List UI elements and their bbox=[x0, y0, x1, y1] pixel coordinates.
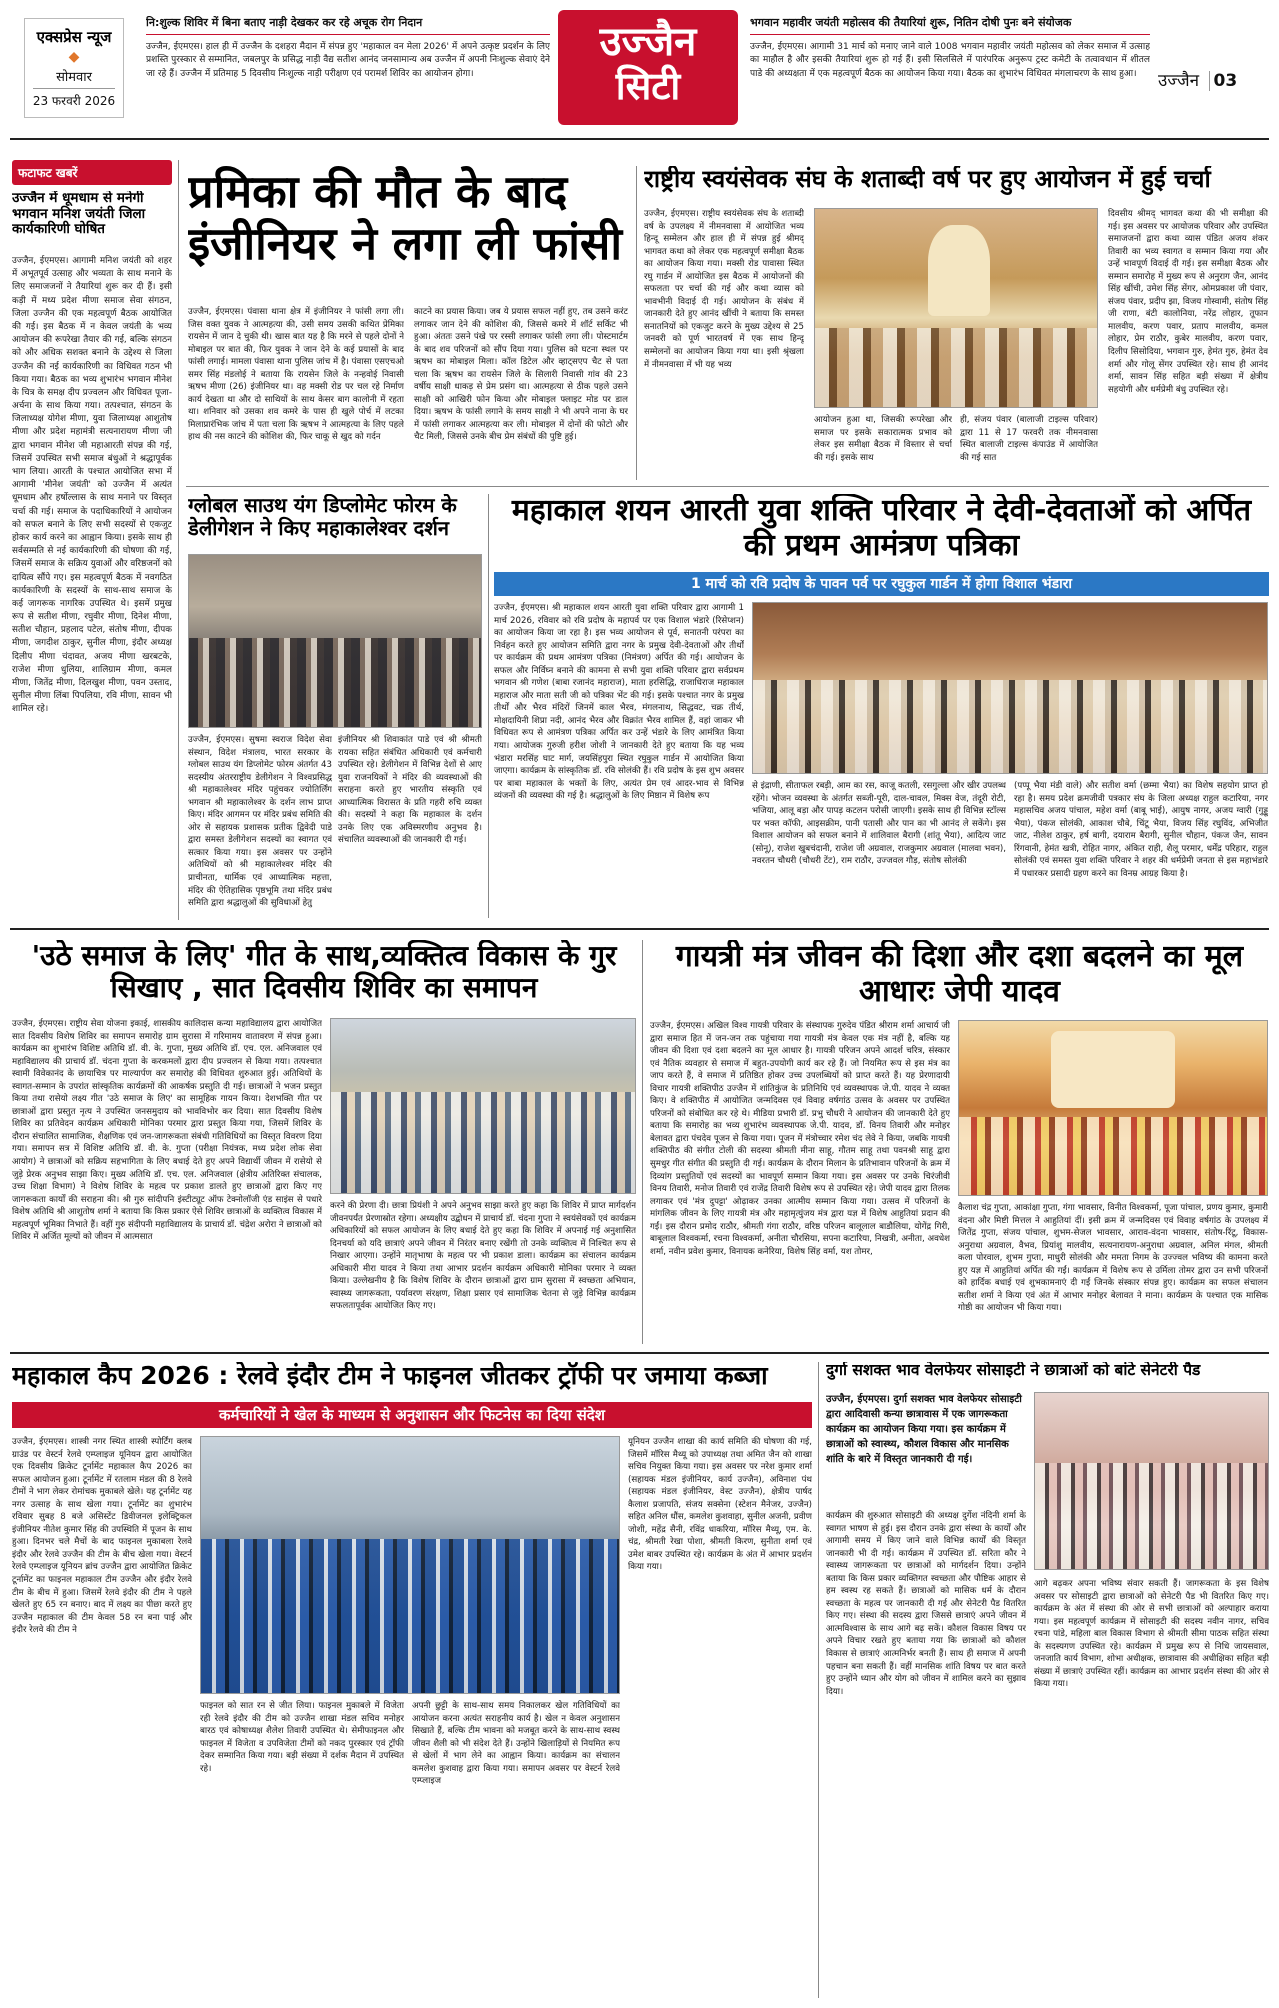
fatafat-body: उज्जैन, ईएमएस। आगामी मनिश जयंती को शहर में अभूतपूर्व उत्साह और भव्यता के साथ मनाने के लिए समाजजनों ने तैयारियां शुरू कर दी हैं। इसी कड़ी में मध्य प्रदेश मीणा समाज सेवा संगठन, जिला उज्जैन की एक महत्वपूर्ण बैठक आयोजित की गई। इस बैठक में न केवल जयंती के भव्य आयोजन की रूपरेखा तैयार की गई, बल्कि संगठन को और अधिक सशक्त बनाने के उद्देश्य से जिला उज्जैन की नई कार्यकारिणी का विधिवत गठन भी किया गया। बैठक का भव्य शुभारंभ भगवान मीनेश के चित्र के समक्ष दीप प्रज्वलन और विधिवत पूजा-अर्चना के साथ किया गया। तत्पश्चात, संगठन के जिलाध्यक्ष योगेश मीणा, युवा जिलाध्यक्ष आशुतोष मीणा और प्रदेश महामंत्री सत्यनारायण मीणा जी द्वारा भगवान मीनेश जी महाआरती संपन्न की गई, जिसमें उपस्थित सभी समाज बंधुओं ने श्रद्धापूर्वक भाग लिया। आरती के पश्चात आयोजित सभा में आगामी 'मीनेश जयंती' को उज्जैन में अत्यंत धूमधाम और हर्षोल्लास के साथ मनाने पर विस्तृत चर्चा की गई। समाज के पदाधिकारियों ने आयोजन को सफल बनाने के लिए सभी सदस्यों से एकजुट होकर कार्य करने का आह्वान किया। इसके साथ ही सर्वसम्मति से नई कार्यकारिणी की घोषणा की गई, जिसमें समाज के सक्रिय युवाओं और वरिष्ठजनों को दायित्व सौंपे गए। इस महत्वपूर्ण बैठक में नवगठित कार्यकारिणी के सदस्यों के साथ-साथ समाज के कई जागरूक नागरिक उपस्थित थे। इसमें प्रमुख रूप से सतीश मीणा, रघुवीर मीणा, दिनेश मीणा, सतीश चौहान, प्रहलाद पटेल, संतोष मीणा, दीपक मीणा, जगदीश ठाकुर, सुनील मीणा, इंदौर अध्यक्ष दिलीप मीणा चंदावत, अजय मीणा खरबटके, राजेश मीणा धुलिया, शालिग्राम मीणा, कमल मीणा, जितेंद्र मीणा, दिलखुश मीणा, पवन उस्ताद, सुनील मीणा लिंबा पिपलिया, रवि मीणा, सावन भी शामिल रहे। bbox=[12, 256, 172, 715]
story-1 bbox=[188, 166, 628, 480]
fatafat-headline: उज्जैन में धूमधाम से मनेगी भगवान मनिश जयंती जिला कार्यकारिणी घोषित bbox=[12, 191, 146, 238]
fatafat-label: फटाफट खबरें bbox=[12, 160, 172, 185]
story-8-lead: उज्जैन, ईएमएस। दुर्गा सशक्त भाव वेलफेयर सोसाइटी द्वारा आदिवासी कन्या छात्रावास में एक जागरूकता कार्यक्रम का आयोजन किया गया। इस कार्यक्रम में छात्राओं को स्वास्थ्य, कौशल विकास और मानसिक शांति के बारे में विस्तृत जानकारी दी गई। bbox=[826, 1394, 1022, 1465]
section-subtitle: सिटी bbox=[615, 64, 681, 108]
paper-logo bbox=[24, 18, 124, 118]
story-2-headline: राष्ट्रीय स्वयंसेवक संघ के शताब्दी वर्ष पर हुए आयोजन में हुई चर्चा bbox=[644, 166, 1211, 193]
story-5 bbox=[12, 940, 636, 1344]
left-teaser bbox=[146, 16, 550, 124]
story-7-col-2: फाइनल को सात रन से जीत लिया। फाइनल मुकाबले में विजेता रही रेलवे इंदौर की टीम को उज्जैन शाखा मंडल सचिव मनोहर बारठ एवं कोषाध्यक्ष शैलेश तिवारी उपस्थित थे। सेमीफाइनल और फाइनल में विजेता व उपविजेता टीमों को नकद पुरस्कार एवं ट्रॉफी देकर सम्मानित किया गया। बड़ी संख्या में दर्शक मैदान में उपस्थित रहे। bbox=[200, 1701, 404, 1774]
story-7-col-3: अपनी छुट्टी के साथ-साथ समय निकालकर खेल गतिविधियों का आयोजन करना अत्यंत सराहनीय कार्य है। खेल न केवल अनुशासन सिखाते हैं, बल्कि टीम भावना को मजबूत करने के साथ-साथ स्वस्थ जीवन शैली को भी संदेश देते हैं। उन्होंने खिलाड़ियों से नियमित रूप से खेलों में भाग लेने का आह्वान किया। कार्यक्रम का संचालन कमलेश कुशवाह द्वारा किया गया। समापन अवसर पर वेस्टर्न रेलवे एम्प्लाइज bbox=[412, 1701, 620, 1787]
story-5-headline: 'उठे समाज के लिए' गीत के साथ,व्यक्तित्व विकास के गुर सिखाए , सात दिवसीय शिविर का समापन bbox=[31, 940, 617, 1005]
story-7-banner: कर्मचारियों ने खेल के माध्यम से अनुशासन और फिटनेस का दिया संदेश bbox=[12, 1402, 812, 1428]
masthead bbox=[0, 0, 1279, 140]
left-teaser-title: नि:शुल्क शिविर में बिना बताए नाड़ी देखकर कर रहे अचूक रोग निदान bbox=[146, 16, 550, 35]
bhandara-invitation-photo bbox=[752, 602, 1268, 774]
story-2-col-3: ही, संजय पंवार (बालाजी टाइल्स परिवार) द्वारा 11 से 17 फरवरी तक नीमनवासा स्थित बालाजी टाइल्स कंपाउंड में आयोजित की गई सात bbox=[960, 415, 1098, 463]
story-2-col-1: उज्जैन, ईएमएस। राष्ट्रीय स्वयंसेवक संघ के शताब्दी वर्ष के उपलक्ष्य में नीमनवासा में आयोजित भव्य हिन्दू सम्मेलन और हाल ही में संपन्न हुई श्रीमद् भागवत कथा को लेकर एक महत्वपूर्ण समीक्षा बैठक का आयोजन किया गया। मक्सी रोड पावासा स्थित रघु गार्डन में आयोजित इस बैठक में आयोजनों की सफलता पर चर्चा की गई और कथा व्यास को भावभीनी विदाई दी गई। आयोजन के संबंध में जानकारी देते हुए आनंद खींची ने बताया कि समस्त सनातनियों को एकजुट करने के मुख्य उद्देश्य से 25 जनवरी को पूर्ण भारतवर्ष में एक साथ हिन्दू सम्मेलनों का आयोजन किया गया था। इसी श्रृंखला में नीमनवासा में भी यह भव्य bbox=[644, 209, 804, 370]
page-city: उज्जैन bbox=[1158, 71, 1200, 91]
story-8-headline: दुर्गा सशक्त भाव वेलफेयर सोसाइटी ने छात्राओं को बांटे सेनेटरी पैड bbox=[826, 1362, 1201, 1379]
story-8 bbox=[826, 1362, 1269, 1998]
date-label: 23 फरवरी 2026 bbox=[32, 94, 116, 108]
story-1-headline: प्रमिका की मौत के बाद इंजीनियर ने लगा ली फांसी bbox=[188, 166, 623, 270]
fatafat-column bbox=[12, 160, 172, 920]
diplomat-visit-photo bbox=[188, 554, 482, 728]
page-number: 03 bbox=[1213, 71, 1238, 91]
story-7 bbox=[12, 1362, 812, 1998]
section-box bbox=[558, 10, 738, 125]
story-7-headline: महाकाल कैप 2026 : रेलवे इंदौर टीम ने फाइनल जीतकर ट्रॉफी पर जमाया कब्जा bbox=[12, 1362, 768, 1390]
story-2 bbox=[644, 166, 1269, 476]
story-1-col-2: काटने का प्रयास किया। जब ये प्रयास सफल नहीं हुए, तब उसने करंट लगाकर जान देने की कोशिश की, जिससे कमरे में शॉर्ट सर्किट भी हुआ। अंततः उसने पंखे पर रस्सी लगाकर फांसी लगा ली। पोस्टमार्टम के बाद शव परिजनों को सौंप दिया गया। पुलिस को घटना स्थल पर ऋषभ का मोबाइल मिला। कॉल डिटेल और व्हाट्सएप चैट से पता चला कि ऋषभ का रायसेन जिले के सिलारी निवासी गांव की 23 वर्षीय साक्षी धाकड़ से प्रेम प्रसंग था। आत्महत्या से ठीक पहले उसने साक्षी को आखिरी फोन किया और मोबाइल फ्लाइट मोड पर डाल दिया। ऋषभ के फांसी लगाने के समय साक्षी ने भी अपने नाना के घर में फांसी लगाकर आत्महत्या कर ली। मोबाइल में दोनों की फोटो और चैट मिली, जिससे उनके बीच प्रेम संबंधों की पुष्टि हुई। bbox=[414, 307, 628, 443]
day-label: सोमवार bbox=[56, 70, 92, 85]
story-2-col-2: आयोजन हुआ था, जिसकी रूपरेखा और समाज पर इसके सकारात्मक प्रभाव को लेकर इस समीक्षा बैठक में विस्तार से चर्चा की गई। इसके साथ bbox=[814, 415, 952, 463]
logo-mark-icon: ◆ bbox=[68, 49, 80, 65]
story-4-col-2: से इंद्राणी, सीताफल रबड़ी, आम का रस, काजू कतली, रसगुल्ला और खीर उपलब्ध रहेंगे। भोजन व्यवस्था के अंतर्गत सब्जी-पूरी, दाल-चावल, मिक्स वेज, तंदूरी रोटी, भजिया, आलू बड़ा और पापड़ कटलन परोसी जाएगी। इसके साथ ही विभिन्न स्टॉल्स पर भक्त कॉफी, आइसक्रीम, पानी पतासी और पान का भी आनंद ले सकेंगे। इस विशाल आयोजन को सफल बनाने में शालिवाल बैरागी (शांतू भैया), आदित्य जाट (सोनू), राजेश खुबचंदानी, राजेश जी अग्रवाल, राजकुमार अग्रवाल (मालवा भवन), नवरतन चौधरी (चौधरी टेंट), राम राठौर, उज्जवल गौड़, संतोष सोलंकी bbox=[752, 781, 1006, 867]
story-4-col-3: (पप्पू भैया मंडी वाले) और सतीश वर्मा (छम्मा भैया) का विशेष सहयोग प्राप्त हो रहा है। समय प्रदेश क्रमजीवी पत्रकार संघ के जिला अध्यक्ष राहुल कटारिया, नगर महासचिव अजय पांचाल, महेश वर्मा (बाबू भाई), आयुष नागर, अजय ग्वारी (गुड्डू भैया), पंकज सोलंकी, आकाश चौबे, चिंटू भैया, विजय सिंह रघुविंद, अभिजीत जाट, नीलेश ठाकुर, हर्ष बागी, दयाराम बैरागी, सुनील चौहान, पंकज जैन, सावन रिंगवानी, हेमंत खत्री, रोहित नागर, अंकित राही, शैलू परमार, धर्मेंद्र परिहार, राहुल सोलंकी एवं समस्त युवा शक्ति परिवार ने शहर की धर्मप्रेमी जनता से इस महाभंडारे में पधारकर प्रसादी ग्रहण करने का विनम्र आग्रह किया है। bbox=[1014, 781, 1268, 879]
right-teaser bbox=[750, 16, 1150, 124]
story-8-col-2: आगे बढ़कर अपना भविष्य संवार सकती हैं। जागरूकता के इस विशेष अवसर पर सोसाइटी द्वारा छात्राओं को सेनेटरी पैड भी वितरित किए गए। कार्यक्रम के अंत में संस्था की ओर से सभी छात्राओं को अल्पाहार कराया गया। इस महत्वपूर्ण कार्यक्रम में सोसाइटी की सदस्य नवीन नागर, सचिव रचना पांडे, महिला बाल विकास विभाग से श्रीमती सीमा पाठक सहित संस्था के सदस्यगण उपस्थित रहे। कार्यक्रम में प्रमुख रूप से निधि जायसवाल, जनजाति कार्य विभाग, शोभा अधीक्षक, छात्रावास की अधीक्षिका सहित बड़ी संख्या में छात्राएं उपस्थित रहीं। कार्यक्रम का आभार प्रदर्शन संस्था की ओर से किया गया। bbox=[1034, 1579, 1269, 1690]
story-7-col-4: यूनियन उज्जैन शाखा की कार्य समिति की घोषणा की गई, जिसमें मॉरिस मैथ्यू को उपाध्यक्ष तथा अमित जैन को शाखा सचिव नियुक्त किया गया। इस अवसर पर नरेश कुमार शर्मा (सहायक मंडल इंजीनियर, कार्य उज्जैन), अविनाश पंथ (सहायक मंडल इंजीनियर, वेस्ट उज्जैन), क्षेत्रीय पार्षद कैलाश प्रजापति, संजय सक्सेना (स्टेशन मैनेजर, उज्जैन) सहित अनिल धौंस, कमलेश कुशवाहा, सुनील अजनी, प्रवीण जोशी, महेंद्र सैनी, रविंद्र धाकरिया, मॉरिस मैथ्यू, एम. के. चंद्र, श्रीमती रेखा पोशा, श्रीमती किरण, सुनीता शर्मा एवं उमेश बाबर उपस्थित रहे। कार्यक्रम के अंत में आभार प्रदर्शन किया गया। bbox=[628, 1437, 812, 1573]
cricket-team-photo bbox=[200, 1436, 620, 1694]
rss-meeting-photo bbox=[814, 208, 1098, 408]
story-4-headline: महाकाल शयन आरती युवा शक्ति परिवार ने देवी-देवताओं को अर्पित की प्रथम आमंत्रण पत्रिका bbox=[511, 494, 1252, 563]
section-title: उज्जैन bbox=[599, 19, 697, 65]
paper-name: एक्सप्रेस न्यूज bbox=[36, 28, 112, 46]
story-5-col-2: करने की प्रेरणा दी। छात्रा प्रियंशी ने अपने अनुभव साझा करते हुए कहा कि शिविर में प्राप्त मार्गदर्शन जीवनपर्यंत प्रेरणास्रोत रहेगा। अध्यक्षीय उद्बोधन में प्राचार्य डॉ. चंदना गुप्ता ने स्वयंसेवकों एवं कार्यक्रम अधिकारियों को सफल आयोजन के लिए बधाई देते हुए कहा कि शिविर में अपनाई गई अनुशासित दिनचर्या को यदि छात्राएं अपने जीवन में निरंतर बनाए रखेंगी तो उनके व्यक्तित्व में निश्चित रूप से निखार आएगा। उन्होंने मातृभाषा के महत्व पर भी प्रकाश डाला। कार्यक्रम का संचालन कार्यक्रम अधिकारी मीरा यादव ने किया तथा आभार प्रदर्शन कार्यक्रम अधिकारी मोनिका परमार ने व्यक्त किया। उल्लेखनीय है कि विशेष शिविर के दौरान छात्राओं द्वारा ग्राम सुरासा में स्वच्छता अभियान, स्वास्थ्य जागरूकता, पर्यावरण संरक्षण, शिक्षा प्रसार एवं सामाजिक चेतना से जुड़े विभिन्न कार्यक्रम सफलतापूर्वक आयोजित किए गए। bbox=[330, 1201, 636, 1312]
story-4-col-1: उज्जैन, ईएमएस। श्री महाकाल शयन आरती युवा शक्ति परिवार द्वारा आगामी 1 मार्च 2026, रविवार को रवि प्रदोष के महापर्व पर एक विशाल भंडारे (रिसेप्शन) का आयोजन किया जा रहा है। इस भव्य आयोजन से पूर्व, सनातनी परंपरा का निर्वहन करते हुए आयोजन समिति द्वारा नगर के प्रमुख देवी-देवताओं और तीर्थों पर कार्यक्रम की प्रथम आमंत्रण पत्रिका (निमंत्रण) अर्पित की गई। आयोजन के सफल और निर्विघ्न बनाने की कामना से सभी युवा शक्ति परिवार द्वारा सर्वप्रथम भगवान श्री गणेश (बाबा रजानंद महाराज), माता हरसिद्धि, राजाधिराज महाकाल महाराज और माता सती जी को पत्रिका भेंट की गई। इसके पश्चात नगर के प्रमुख तीर्थों और भैरव मंदिरों जिनमें काल भैरव, मंगलनाथ, सिद्धवट, चक्र तीर्थ, मोक्षदायिनी शिप्रा नदी, आनंद भैरव और विक्रांत भैरव शामिल हैं, वहां जाकर भी विधिवत रूप से आमंत्रण पत्रिका अर्पित कर उन्हें भंडारे के लिए आमंत्रित किया गया। आयोजक गुरुजी हरीश जोशी ने जानकारी देते हुए बताया कि यह भव्य भंडारा मरसिंह घाट मार्ग, जयसिंहपुरा स्थित रघुकुल गार्डन में आयोजित किया जाएगा। कार्यक्रम के सांस्कृतिक डॉ. रवि सोलंकी हैं। रवि प्रदोष के इस शुभ अवसर पर बाबा महाकाल के भक्तों के लिए, अत्यंत प्रेम एवं आदर-भाव से विभिन्न व्यंजनों की व्यवस्था की गई है। श्रद्धालुओं के लिए मिष्ठान में विशेष रूप bbox=[494, 603, 744, 802]
story-5-col-1: उज्जैन, ईएमएस। राष्ट्रीय सेवा योजना इकाई, शासकीय कालिदास कन्या महाविद्यालय द्वारा आयोजित सात दिवसीय विशेष शिविर का समापन समारोह ग्राम सुरासा में गरिमामय वातावरण में संपन्न हुआ। कार्यक्रम का शुभारंभ विशिष्ट अतिथि डॉ. वी. के. गुप्ता, मुख्य अतिथि डॉ. एच. एल. अनिजवाल एवं महाविद्यालय की प्राचार्य डॉ. चंदना गुप्ता के करकमलों द्वारा दीप प्रज्वलन से किया गया। तत्पश्चात स्वामी विवेकानंद के छायाचित्र पर माल्यार्पण कर समारोह की विधिवत शुरुआत हुई। अतिथियों के स्वागत-सम्मान के उपरांत सांस्कृतिक कार्यक्रमों की आकर्षक प्रस्तुति दी गई। छात्राओं ने भजन प्रस्तुत किया तथा रासेयो लक्ष्य गीत 'उठे समाज के लिए' का सामूहिक गायन किया। देशभक्ति गीत पर छात्राओं द्वारा प्रस्तुत नृत्य ने उपस्थित जनसमुदाय को भावविभोर कर दिया। सात दिवसीय विशेष शिविर का प्रतिवेदन कार्यक्रम अधिकारी मोनिका परमार द्वारा प्रस्तुत किया गया, जिसमें शिविर के दौरान संचालित सामाजिक, शैक्षणिक एवं जन-जागरूकता संबंधी गतिविधियों का विस्तृत विवरण दिया गया। समापन सत्र में विशिष्ट अतिथि डॉ. वी. के. गुप्ता (परीक्षा नियंत्रक, मध्य प्रदेश लोक सेवा आयोग) ने छात्राओं को सक्रिय सहभागिता के लिए बधाई देते हुए अपने विद्यार्थी जीवन में रासेयो से जुड़े प्रेरक अनुभव साझा किए। मुख्य अतिथि डॉ. एच. एल. अनिजवाल (क्षेत्रीय अतिरिक्त संचालक, उच्च शिक्षा विभाग) ने विशेष शिविर के महत्व पर प्रकाश डालते हुए छात्राओं द्वारा किए गए जागरूकता कार्यों की सराहना की। श्री गुरु सांदीपनि इंस्टीट्यूट ऑफ टेक्नोलॉजी एंड साइंस से पधारे विशेष अतिथि श्री आशुतोष शर्मा ने बताया कि किस प्रकार ऐसे शिविर छात्राओं के व्यक्तित्व विकास में महत्वपूर्ण भूमिका निभाते हैं। वहीं गुरु संदीपनी महाविद्यालय के प्राचार्य डॉ. चंद्रेश अरोरा ने छात्राओं को शिविर में अर्जित मूल्यों को जीवन में आत्मसात bbox=[12, 1019, 322, 1243]
story-4-banner: 1 मार्च को रवि प्रदोष के पावन पर्व पर रघुकुल गार्डन में होगा विशाल भंडारा bbox=[494, 572, 1269, 596]
left-teaser-body: उज्जैन, ईएमएस। हाल ही में उज्जैन के दशहरा मैदान में संपन्न हुए 'महाकाल वन मेला 2026' में अपने उत्कृष्ट प्रदर्शन के लिए प्रशस्ति पुरस्कार से सम्मानित, जबलपुर के प्रसिद्ध नाड़ी वैद्य सतीश आनंद जनसामान्य अब उज्जैन में अपनी निःशुल्क सेवाएं देने जा रहे हैं। उज्जैन में प्रतिमाह 5 दिवसीय निःशुल्क नाड़ी परीक्षण एवं परामर्श शिविर का आयोजन होगा। bbox=[146, 42, 550, 79]
story-1-col-1: उज्जैन, ईएमएस। पंवासा थाना क्षेत्र में इंजीनियर ने फांसी लगा ली। जिस वक्त युवक ने आत्महत्या की, उसी समय उसकी कथित प्रेमिका रायसेन में जान दे चुकी थी। खास बात यह है कि मरने से पहले दोनों ने मोबाइल पर बात की, फिर युवक ने जान देने के कई प्रयासों के बाद फांसी लगाई। मामला पंवासा थाना पुलिस जांच में है। पंवासा एसएचओ समर सिंह मंडलोई ने बताया कि रायसेन जिले के नन्हवोई निवासी ऋषभ मीणा (26) इंजीनियर था। वह मक्सी रोड पर चल रहे निर्माण कार्य देखता था और दो साथियों के साथ केसर बाग कालोनी में रहता था। शनिवार को उसका शव कमरे के पास ही खुले पोर्च में लटका मिलाप्रारंभिक जांच में पता चला कि ऋषभ ने आत्महत्या के लिए पहले हाथ की नस काटने की कोशिश की, फिर चाकू से खुद को गर्दन bbox=[188, 307, 404, 443]
story-6-col-1: उज्जैन, ईएमएस। अखिल विश्व गायत्री परिवार के संस्थापक गुरुदेव पंडित श्रीराम शर्मा आचार्य जी द्वारा समाज हित में जन-जन तक पहुंचाया गया गायत्री मंत्र केवल एक मंत्र नहीं है, बल्कि यह जीवन की दिशा एवं दशा बदलने का मूल आधार है। गायत्री परिजन अपने आदर्श चरित्र, संस्कार एवं नैतिक व्यवहार से समाज में बहुत-उपयोगी कार्य कर रहे हैं। जो नियमित रूप से इस मंत्र का जाप करते हैं, वे समाज में प्रतिष्ठित होकर उच्च उपलब्धियों को प्राप्त करते हैं। यह प्रेरणादायी विचार गायत्री शक्तिपीठ उज्जैन में शांतिकुंज के प्रतिनिधि एवं व्यवस्थापक जे.पी. यादव ने व्यक्त किए। वे शक्तिपीठ में आयोजित जन्मदिवस एवं विवाह वर्षगांठ उत्सव के अवसर पर उपस्थित परिजनों को संबोधित कर रहे थे। मीडिया प्रभारी डॉ. प्रभु चौधरी ने आयोजन की जानकारी देते हुए बताया कि समारोह का भव्य शुभारंभ व्यवस्थापक जे.पी. यादव, डॉ. विनय तिवारी और मनोहर बेलावत द्वारा पंचदेव पूजन से किया गया। पूजन में मंत्रोच्चार रमेश चंद लेवे ने किया, जबकि गायत्री शक्तिपीठ की संगीत टोली की सदस्या श्रीमती मीना साहू, गौतम साहू तथा पवनश्री साहू द्वारा सुमधुर गीत संगीत की प्रस्तुति दी गई। कार्यक्रम के दौरान मिलान के प्रतिभावान परिजनों के क्रम में दिव्यांग प्रस्तुतियों एवं सदस्यों का भावपूर्ण सम्मान किया गया। इस अवसर पर उनके चिरंजीवी विनय तिवारी, मनोज तिवारी एवं राजेंद्र तिवारी विशेष रूप से उपस्थित रहे। जेपी यादव द्वारा तिलक लगाकर एवं 'मंत्र दुपट्टा' ओढ़ाकर उनका आत्मीय सम्मान किया गया। उत्सव में परिजनों के मांगलिक जीवन के लिए गायत्री मंत्र और महामृत्युंजय मंत्र द्वारा यज्ञ में विशेष आहुतियां प्रदान की गईं। इस दौरान प्रमोद राठौर, श्रीमती गंगा राठौर, वरिष्ठ परिजन बालूलाल बाडौलिया, योगेंद्र गिरी, बाबूलाल विश्वकर्मा, रचना विश्वकर्मा, अनीता चौरसिया, सपना कटारिया, निखत्री, अनीता, अवधेश शर्मा, नवीन प्रवेश कुमार, विनायक कनेरिया, विशेष सिंह वर्मा, यश तोमर, bbox=[650, 1021, 950, 1257]
story-7-col-1: उज्जैन, ईएमएस। शास्त्री नगर स्थित शास्त्री स्पोर्टिंग क्लब ग्राउंड पर वेस्टर्न रेलवे एम्प्लाइज यूनियन द्वारा आयोजित एक दिवसीय क्रिकेट टूर्नामेंट महाकाल कैप 2026 का सफल आयोजन हुआ। टूर्नामेंट में रतलाम मंडल की 8 रेलवे टीमों ने भाग लेकर रोमांचक मुकाबले खेले। यह टूर्नामेंट यह नगर उत्साह के साथ खेला गया। टूर्नामेंट का शुभारंभ रविवार सुबह 8 बजे असिस्टेंट डिवीजनल इलेक्ट्रिकल इंजीनियर नीतेश कुमार सिंह की उपस्थिति में पूजन के साथ हुआ। दिनभर चले मैचों के बाद फाइनल मुकाबला रेलवे इंदौर और रेलवे उज्जैन की टीम के बीच खेला गया। वेस्टर्न रेलवे एम्प्लाइज यूनियन ब्रांच उज्जैन द्वारा आयोजित क्रिकेट टूर्नामेंट का फाइनल महाकाल टीम उज्जैन और इंदौर रेलवे टीम के बीच में हुआ। जिसमें रेलवे इंदौर की टीम ने पहले खेलते हुए 65 रन बनाए। बाद में लक्ष्य का पीछा करते हुए उज्जैन महाकाल की टीम केवल 58 रन बना पाई और इंदौर रेलवे की टीम ने bbox=[12, 1437, 192, 1636]
story-6-headline: गायत्री मंत्र जीवन की दिशा और दशा बदलने का मूल आधारः जेपी यादव bbox=[675, 940, 1244, 1009]
right-teaser-body: उज्जैन, ईएमएस। आगामी 31 मार्च को मनाए जाने वाले 1008 भगवान महावीर जयंती महोत्सव को लेकर समाज में उत्साह का माहौल है और इसकी तैयारियां शुरू हो गई हैं। इसी सिलसिले में पारंपरिक अनुरूप ट्रस्ट कमेटी के तत्वावधान में शीतल पाडे की अध्यक्षता में एक महत्वपूर्ण बैठक का आयोजन किया गया। बैठक का शुभारंभ विधिवत मंगलाचरण के साथ हुआ। bbox=[750, 42, 1150, 79]
story-6-col-2: कैलाश चंद्र गुप्ता, आकांक्षा गुप्ता, गंगा भावसार, विनीत विश्वकर्मा, पूजा पांचाल, प्रणय कुमार, कुमारी वंदना और मिष्टी मित्तल ने आहुतियां दीं। इसी क्रम में जन्मदिवस एवं विवाह वर्षगांठ के उपलक्ष्य में जितेंद्र गुप्ता, संजय पांचाल, शुभम-सेजल भावसार, आराव-वंदना भावसार, संतोष-रिंटू, विकास-अनुराधा अग्रवाल, वैभव, प्रियांशु मालवीय, सत्यनारायण-अनुराधा अग्रवाल, अनिल मंगल, श्रीमती कला पोरवाल, शुभम गुप्ता, माधुरी सोलंकी और ममता निगम के उज्ज्वल भविष्य की कामना करते हुए यज्ञ में आहुतियां अर्पित की गईं। कार्यक्रम में विशेष रूप से उर्मिला तोमर द्वारा उन सभी परिजनों को हार्दिक बधाई एवं शुभकामनाएं दी गईं जिनके संस्कार संपन्न हुए। कार्यक्रम का सफल संचालन सतीश शर्मा ने किया एवं अंत में आभार मनोहर बेलावत ने माना। कार्यक्रम के पश्चात एक मासिक गोष्ठी का आयोजन भी किया गया। bbox=[958, 1203, 1268, 1314]
page-label bbox=[1158, 68, 1268, 98]
story-2-col-4: दिवसीय श्रीमद् भागवत कथा की भी समीक्षा की गई। इस अवसर पर आयोजक परिवार और उपस्थित समाजजनों द्वारा कथा व्यास पंडित अजय शंकर तिवारी का भव्य स्वागत व सम्मान किया गया और उन्हें भावपूर्ण विदाई दी गई। इस समीक्षा बैठक और सम्मान समारोह में मुख्य रूप से अनुराग जैन, आनंद सिंह खींची, उमेश सिंह सेंगर, ओमप्रकाश जी पंवार, संजय पंवार, प्रदीप झा, विजय गोस्वामी, संतोष सिंह जी राणा, बंटी कालोनिया, नरेंद्र लोहार, तूफान मालवीय, करण पवार, प्रताप मालवीय, कमल लोहार, प्रेम राठौर, कुबेर मालवीय, करण पवार, दिलीप सिसोदिया, भगवान गुरु, हेमंत गुरु, हेमंत देव शर्मा और गोलू सेंगर उपस्थित रहे। साथ ही आनंद शर्मा, सावन सिंह सहित बड़ी संख्या में क्षेत्रीय सहयोगी और धर्मप्रेमी बंधु उपस्थित रहे। bbox=[1108, 209, 1268, 395]
story-8-col-1: कार्यक्रम की शुरुआत सोसाइटी की अध्यक्ष दुर्गेश नंदिनी शर्मा के स्वागत भाषण से हुई। इस दौरान उनके द्वारा संस्था के कार्यों और आगामी समय में किए जाने वाले विभिन्न कार्यों की विस्तृत जानकारी भी दी गई। कार्यक्रम में उपस्थित डॉ. सरिता कौर ने स्वास्थ्य जागरूकता पर छात्राओं को मार्गदर्शन दिया। उन्होंने बताया कि किस प्रकार व्यक्तिगत स्वच्छता और पौष्टिक आहार से हम स्वस्थ रह सकते हैं। छात्राओं को मासिक धर्म के दौरान स्वच्छता के महत्व पर जानकारी दी गई और सेनेटरी पैड वितरित किए गए। संस्था की सदस्य द्वारा जिससे छात्राएं अपने जीवन में आत्मविश्वास के साथ आगे बढ़ सकें। कौशल विकास विषय पर अपने विचार रखते हुए बताया गया कि छात्राओं को कौशल विकास से छात्राएं आत्मनिर्भर बनती हैं। साथ ही समाज में अपनी पहचान बना सकती हैं। वहीं मानसिक शांति विषय पर बात करते हुए उन्होंने ध्यान और योग को जीवन में शामिल करने का सुझाव दिया। bbox=[826, 1511, 1026, 1697]
story-4 bbox=[494, 494, 1269, 918]
story-3-col-1: उज्जैन, ईएमएस। सुषमा स्वराज विदेश सेवा संस्थान, विदेश मंत्रालय, भारत सरकार के ग्लोबल साउथ यंग डिप्लोमेट फोरम अंतर्गत 43 सदस्यीय अंतरराष्ट्रीय डेलीगेशन ने विश्वप्रसिद्ध श्री महाकालेश्वर मंदिर पहुंचकर ज्योतिर्लिंग भगवान श्री महाकालेश्वर के दर्शन लाभ प्राप्त किए। मंदिर आगमन पर मंदिर प्रबंध समिति की ओर से सहायक प्रशासक प्रतीक द्विवेदी पाडे द्वारा समस्त डेलीगेशन सदस्यों का स्वागत एवं सत्कार किया गया। इस अवसर पर उन्होंने अतिथियों को श्री महाकालेश्वर मंदिर की प्राचीनता, धार्मिक एवं आध्यात्मिक महत्ता, मंदिर की ऐतिहासिक पृष्ठभूमि तथा मंदिर प्रबंध समिति द्वारा श्रद्धालुओं की सुविधाओं हेतु bbox=[188, 735, 332, 909]
story-3 bbox=[188, 494, 482, 918]
story-3-col-2: इंजीनियर श्री शिवाकांत पाडे एवं श्री श्रीमती रायका सहित संबंधित अधिकारी एवं कर्मचारी उपस्थित रहे। डेलीगेशन में विभिन्न देशों से आए युवा राजनयिकों ने मंदिर की व्यवस्थाओं की सराहना करते हुए भारतीय संस्कृति एवं आध्यात्मिक विरासत के प्रति गहरी रुचि व्यक्त की। सदस्यों ने कहा कि महाकाल के दर्शन उनके लिए एक अविस्मरणीय अनुभव है। संचालित व्यवस्थाओं की जानकारी दी गई। bbox=[338, 735, 482, 846]
sanitary-pad-distribution-photo bbox=[1034, 1392, 1269, 1570]
story-6 bbox=[650, 940, 1269, 1344]
gayatri-yagya-photo bbox=[958, 1020, 1268, 1196]
story-3-headline: ग्लोबल साउथ यंग डिप्लोमेट फोरम के डेलीगेशन ने किए महाकालेश्वर दर्शन bbox=[188, 494, 457, 540]
nss-camp-photo bbox=[330, 1018, 636, 1194]
right-teaser-title: भगवान महावीर जयंती महोत्सव की तैयारियां शुरू, नितिन दोषी पुनः बने संयोजक bbox=[750, 16, 1150, 35]
